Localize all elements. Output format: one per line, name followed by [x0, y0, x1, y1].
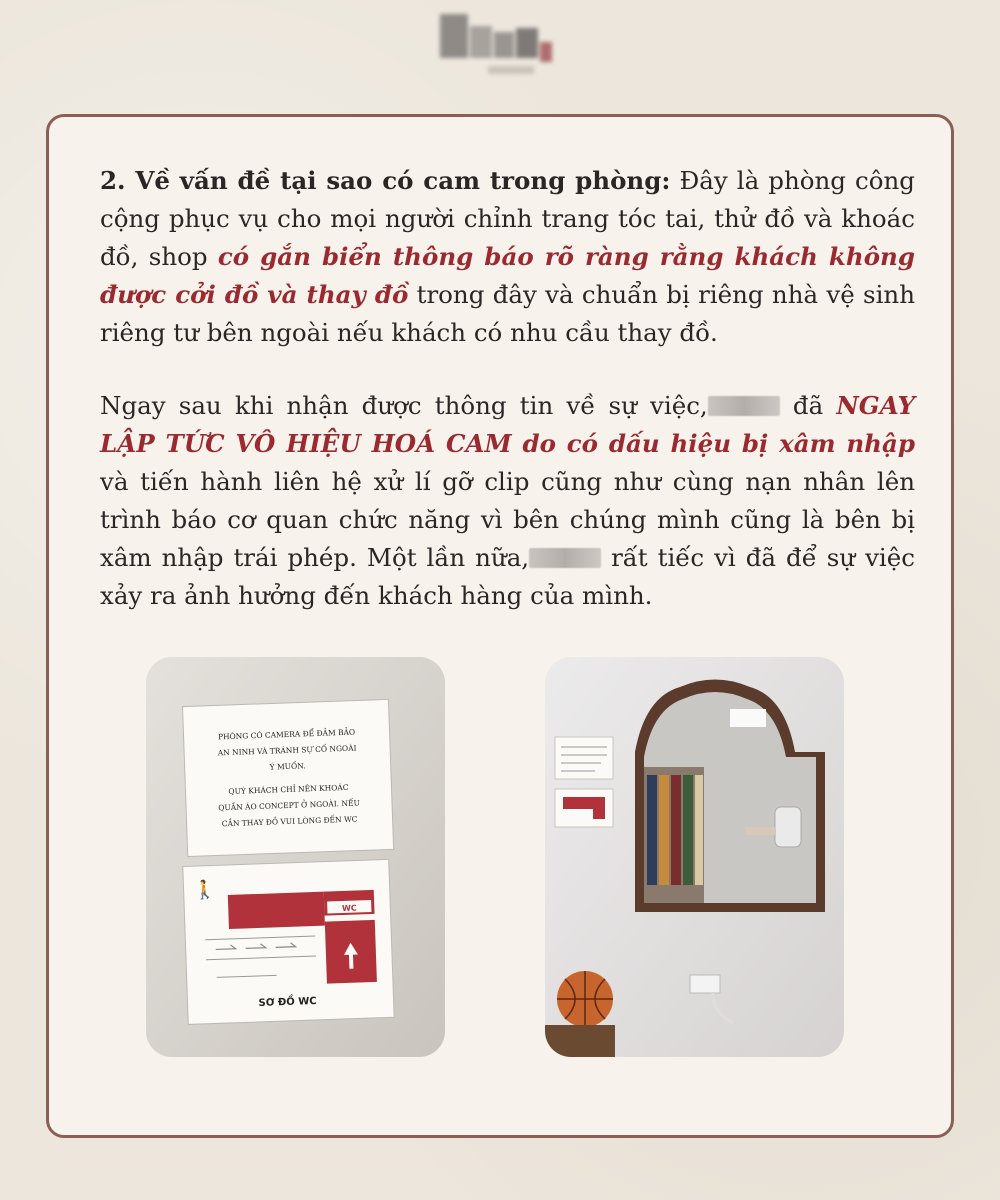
blurred-shop-name: [529, 548, 601, 568]
highlight-notice: có gắn biển thông báo rõ ràng rằng khách không được cởi đồ và thay đồ: [100, 242, 915, 309]
highlight-disabled-cam: NGAY LẬP TỨC VÔ HIỆU HOÁ CAM do có dấu hiệu bị xâm nhập: [100, 391, 915, 458]
sign-line: Ý MUỐN.: [269, 761, 306, 772]
section-heading: 2. Về vấn đề tại sao có cam trong phòng:: [100, 166, 671, 195]
photo-notice-sign: [146, 657, 445, 1057]
paragraph-response: Ngay sau khi nhận được thông tin về sự việc, đã NGAY LẬP TỨC VÔ HIỆU HOÁ CAM do có dấu hiệu bị xâm nhập và tiến hành liên hệ xử lí gỡ clip cũng như cùng nạn nhân lên trình báo cơ quan chức năng vì bên chúng mình cũng là bên bị xâm nhập trái phép. Một lần nữa, rất tiếc vì đã để sự việc xảy ra ảnh hưởng đến khách hàng của mình.: [100, 391, 915, 610]
sign-line: QUÝ KHÁCH CHỈ NÊN KHOÁC: [228, 782, 349, 797]
wc-label: WC: [341, 903, 357, 914]
paragraph-camera-reason: 2. Về vấn đề tại sao có cam trong phòng: Đây là phòng công cộng phục vụ cho mọi người chỉnh trang tóc tai, thử đồ và khoác đồ, shop có gắn biển thông báo rõ ràng rằng khách không được cởi đồ và thay đồ trong đây và chuẩn bị riêng nhà vệ sinh riêng tư bên ngoài nếu khách có nhu cầu thay đồ.: [100, 166, 915, 347]
map-title: SƠ ĐỒ WC: [258, 995, 317, 1009]
photo-room-mirror: [545, 657, 844, 1057]
blurred-logo: [430, 8, 570, 88]
blurred-shop-name: [708, 396, 780, 416]
sign-line: QUẦN ÁO CONCEPT Ở NGOÀI. NẾU: [218, 798, 360, 813]
walking-person-icon: 🚶: [193, 879, 217, 902]
sign-line: PHÒNG CÓ CAMERA ĐỂ ĐẢM BẢO: [217, 727, 356, 742]
sign-line: CẦN THAY ĐỒ VUI LÒNG ĐẾN WC: [221, 814, 358, 829]
article-text: [100, 162, 915, 650]
sign-line: AN NINH VÀ TRÁNH SỰ CỐ NGOÀI: [217, 743, 357, 758]
